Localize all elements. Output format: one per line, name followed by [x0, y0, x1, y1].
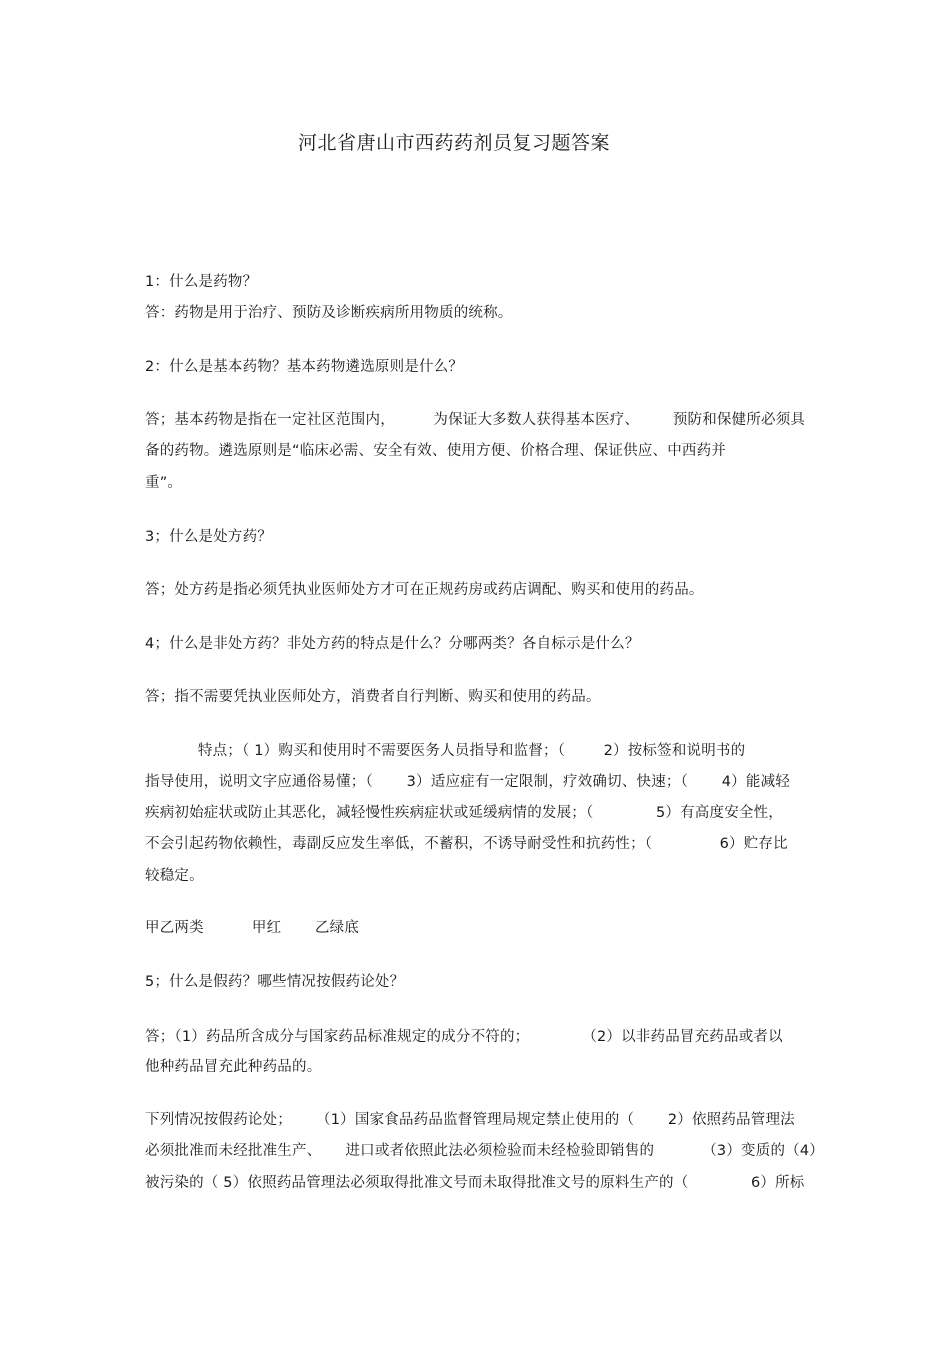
answer-3: 答；处方药是指必须凭执业医师处方才可在正规药房或药店调配、购买和使用的药品。 — [145, 582, 704, 598]
answer-5-line-1: 答；（1）药品所含成分与国家药品标准规定的成分不符的； （2）以非药品冒充药品或者以 — [145, 1029, 783, 1045]
question-5: 5；什么是假药？哪些情况按假药论处？ — [145, 974, 405, 990]
features-line-5: 较稳定。 — [145, 868, 204, 884]
features-line-2: 指导使用，说明文字应通俗易懂；（ 3）适应症有一定限制，疗效确切、快速；（ 4）能减轻 — [145, 774, 790, 790]
answer-2-line-1: 答；基本药物是指在一定社区范围内， 为保证大多数人获得基本医疗、 预防和保健所必须具 — [145, 412, 806, 428]
features-line-3: 疾病初始症状或防止其恶化，减轻慢性疾病症状或延缓病情的发展；（ 5）有高度安全性， — [145, 805, 783, 821]
question-3: 3；什么是处方药？ — [145, 529, 273, 545]
document-title: 河北省唐山市西药药剂员复习题答案 — [297, 132, 610, 154]
categories-line: 甲乙两类 甲红 乙绿底 — [145, 920, 360, 936]
features-line-1: 特点；（ 1）购买和使用时不需要医务人员指导和监督；（ 2）按标签和说明书的 — [145, 743, 746, 759]
fake-drug-line-3: 被污染的（ 5）依照药品管理法必须取得批准文号而未取得批准文号的原料生产的（ 6）所标 — [145, 1175, 805, 1191]
answer-5-line-2: 他种药品冒充此种药品的。 — [145, 1059, 322, 1075]
question-4: 4；什么是非处方药？非处方药的特点是什么？分哪两类？各自标示是什么？ — [145, 636, 640, 652]
question-2: 2：什么是基本药物？基本药物遴选原则是什么？ — [145, 359, 464, 375]
answer-4: 答；指不需要凭执业医师处方，消费者自行判断、购买和使用的药品。 — [145, 689, 601, 705]
answer-2-line-3: 重”。 — [145, 475, 183, 491]
answer-2-line-2: 备的药物。遴选原则是“临床必需、安全有效、使用方便、价格合理、保证供应、中西药并 — [145, 443, 727, 459]
fake-drug-line-2: 必须批准而未经批准生产、 进口或者依照此法必须检验而未经检验即销售的 （3）变质的（4） — [145, 1143, 824, 1159]
question-1: 1：什么是药物？ — [145, 274, 258, 290]
fake-drug-line-1: 下列情况按假药论处； （1）国家食品药品监督管理局规定禁止使用的（ 2）依照药品管理法 — [145, 1112, 795, 1128]
features-line-4: 不会引起药物依赖性，毒副反应发生率低，不蓄积，不诱导耐受性和抗药性；（ 6）贮存比 — [145, 836, 788, 852]
answer-1: 答：药物是用于治疗、预防及诊断疾病所用物质的统称。 — [145, 305, 513, 321]
